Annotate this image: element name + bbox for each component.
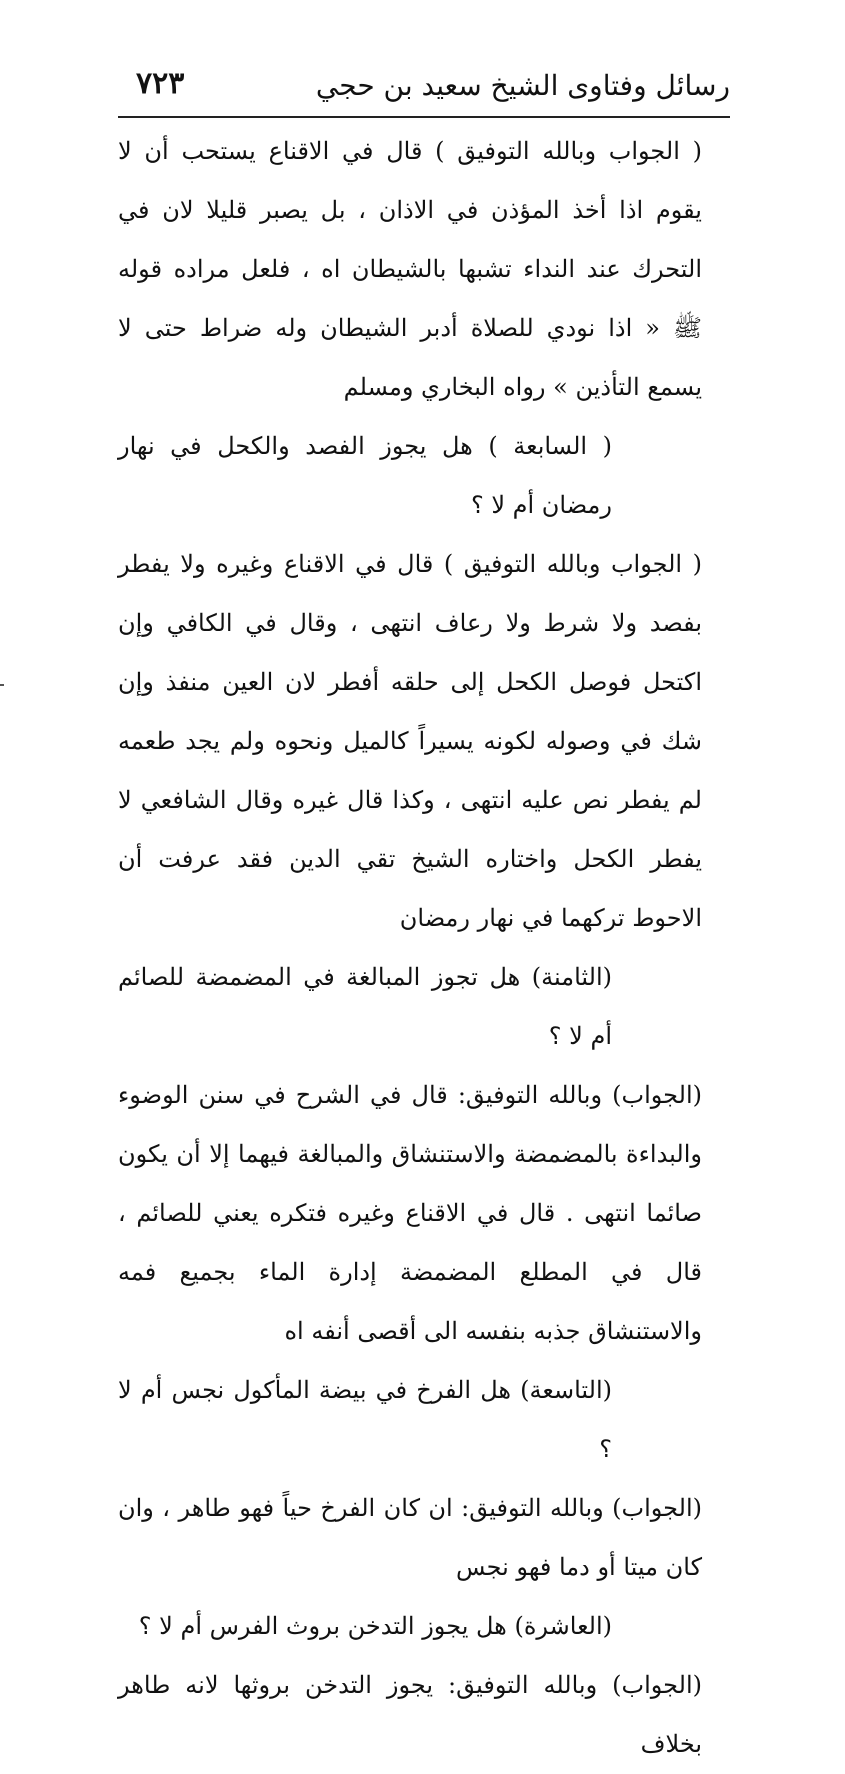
question-seventh: ( السابعة ) هل يجوز الفصد والكحل في نهار رمضان أم لا ؟ — [118, 432, 612, 519]
question-eighth: (الثامنة) هل تجوز المبالغة في المضمضة للصائم أم لا ؟ — [118, 963, 612, 1050]
answer-paragraph: (الجواب) وبالله التوفيق: ان كان الفرخ حياً فهو طاهر ، وان كان ميتا أو دما فهو نجس — [118, 1494, 702, 1581]
answer-paragraph: ( الجواب وبالله التوفيق ) قال في الاقناع يستحب أن لا يقوم اذا أخذ المؤذن في الاذان ، بل يصبر قليلا لان في التحرك عند النداء تشبها بالشيطان اه ، فلعل مراده قوله ﷺ « اذا نودي للصلاة أدبر الشيطان وله ضراط حتى لا يسمع التأذين » رواه البخاري ومسلم — [118, 137, 702, 401]
scan-edge-mark — [0, 684, 4, 686]
page-number: ٧٢٣ — [136, 66, 185, 101]
question-tenth: (العاشرة) هل يجوز التدخن بروث الفرس أم لا ؟ — [138, 1612, 612, 1640]
running-header — [118, 62, 730, 108]
question-ninth: (التاسعة) هل الفرخ في بيضة المأكول نجس أم لا ؟ — [118, 1376, 612, 1463]
header-rule — [118, 116, 730, 118]
answer-paragraph: (الجواب) وبالله التوفيق: يجوز التدخن بروثها لانه طاهر بخلاف — [118, 1671, 702, 1758]
page-body — [118, 122, 730, 1774]
running-title: رسائل وفتاوى الشيخ سعيد بن حجي — [315, 69, 730, 102]
answer-paragraph: ( الجواب وبالله التوفيق ) قال في الاقناع وغيره ولا يفطر بفصد ولا شرط ولا رعاف انتهى ، وقال في الكافي وإن اكتحل فوصل الكحل إلى حلقه أفطر لان العين منفذ وإن شك في وصوله لكونه يسيراً كالميل ونحوه ولم يجد طعمه لم يفطر نص عليه انتهى ، وكذا قال غيره وقال الشافعي لا يفطر الكحل واختاره الشيخ تقي الدين فقد عرفت أن الاحوط تركهما في نهار رمضان — [118, 550, 702, 932]
answer-paragraph: (الجواب) وبالله التوفيق: قال في الشرح في سنن الوضوء والبداءة بالمضمضة والاستنشاق والمبالغة فيهما إلا أن يكون صائما انتهى . قال في الاقناع وغيره فتكره يعني للصائم ، قال في المطلع المضمضة إدارة الماء بجميع فمه والاستنشاق جذبه بنفسه الى أقصى أنفه اه — [118, 1081, 702, 1345]
